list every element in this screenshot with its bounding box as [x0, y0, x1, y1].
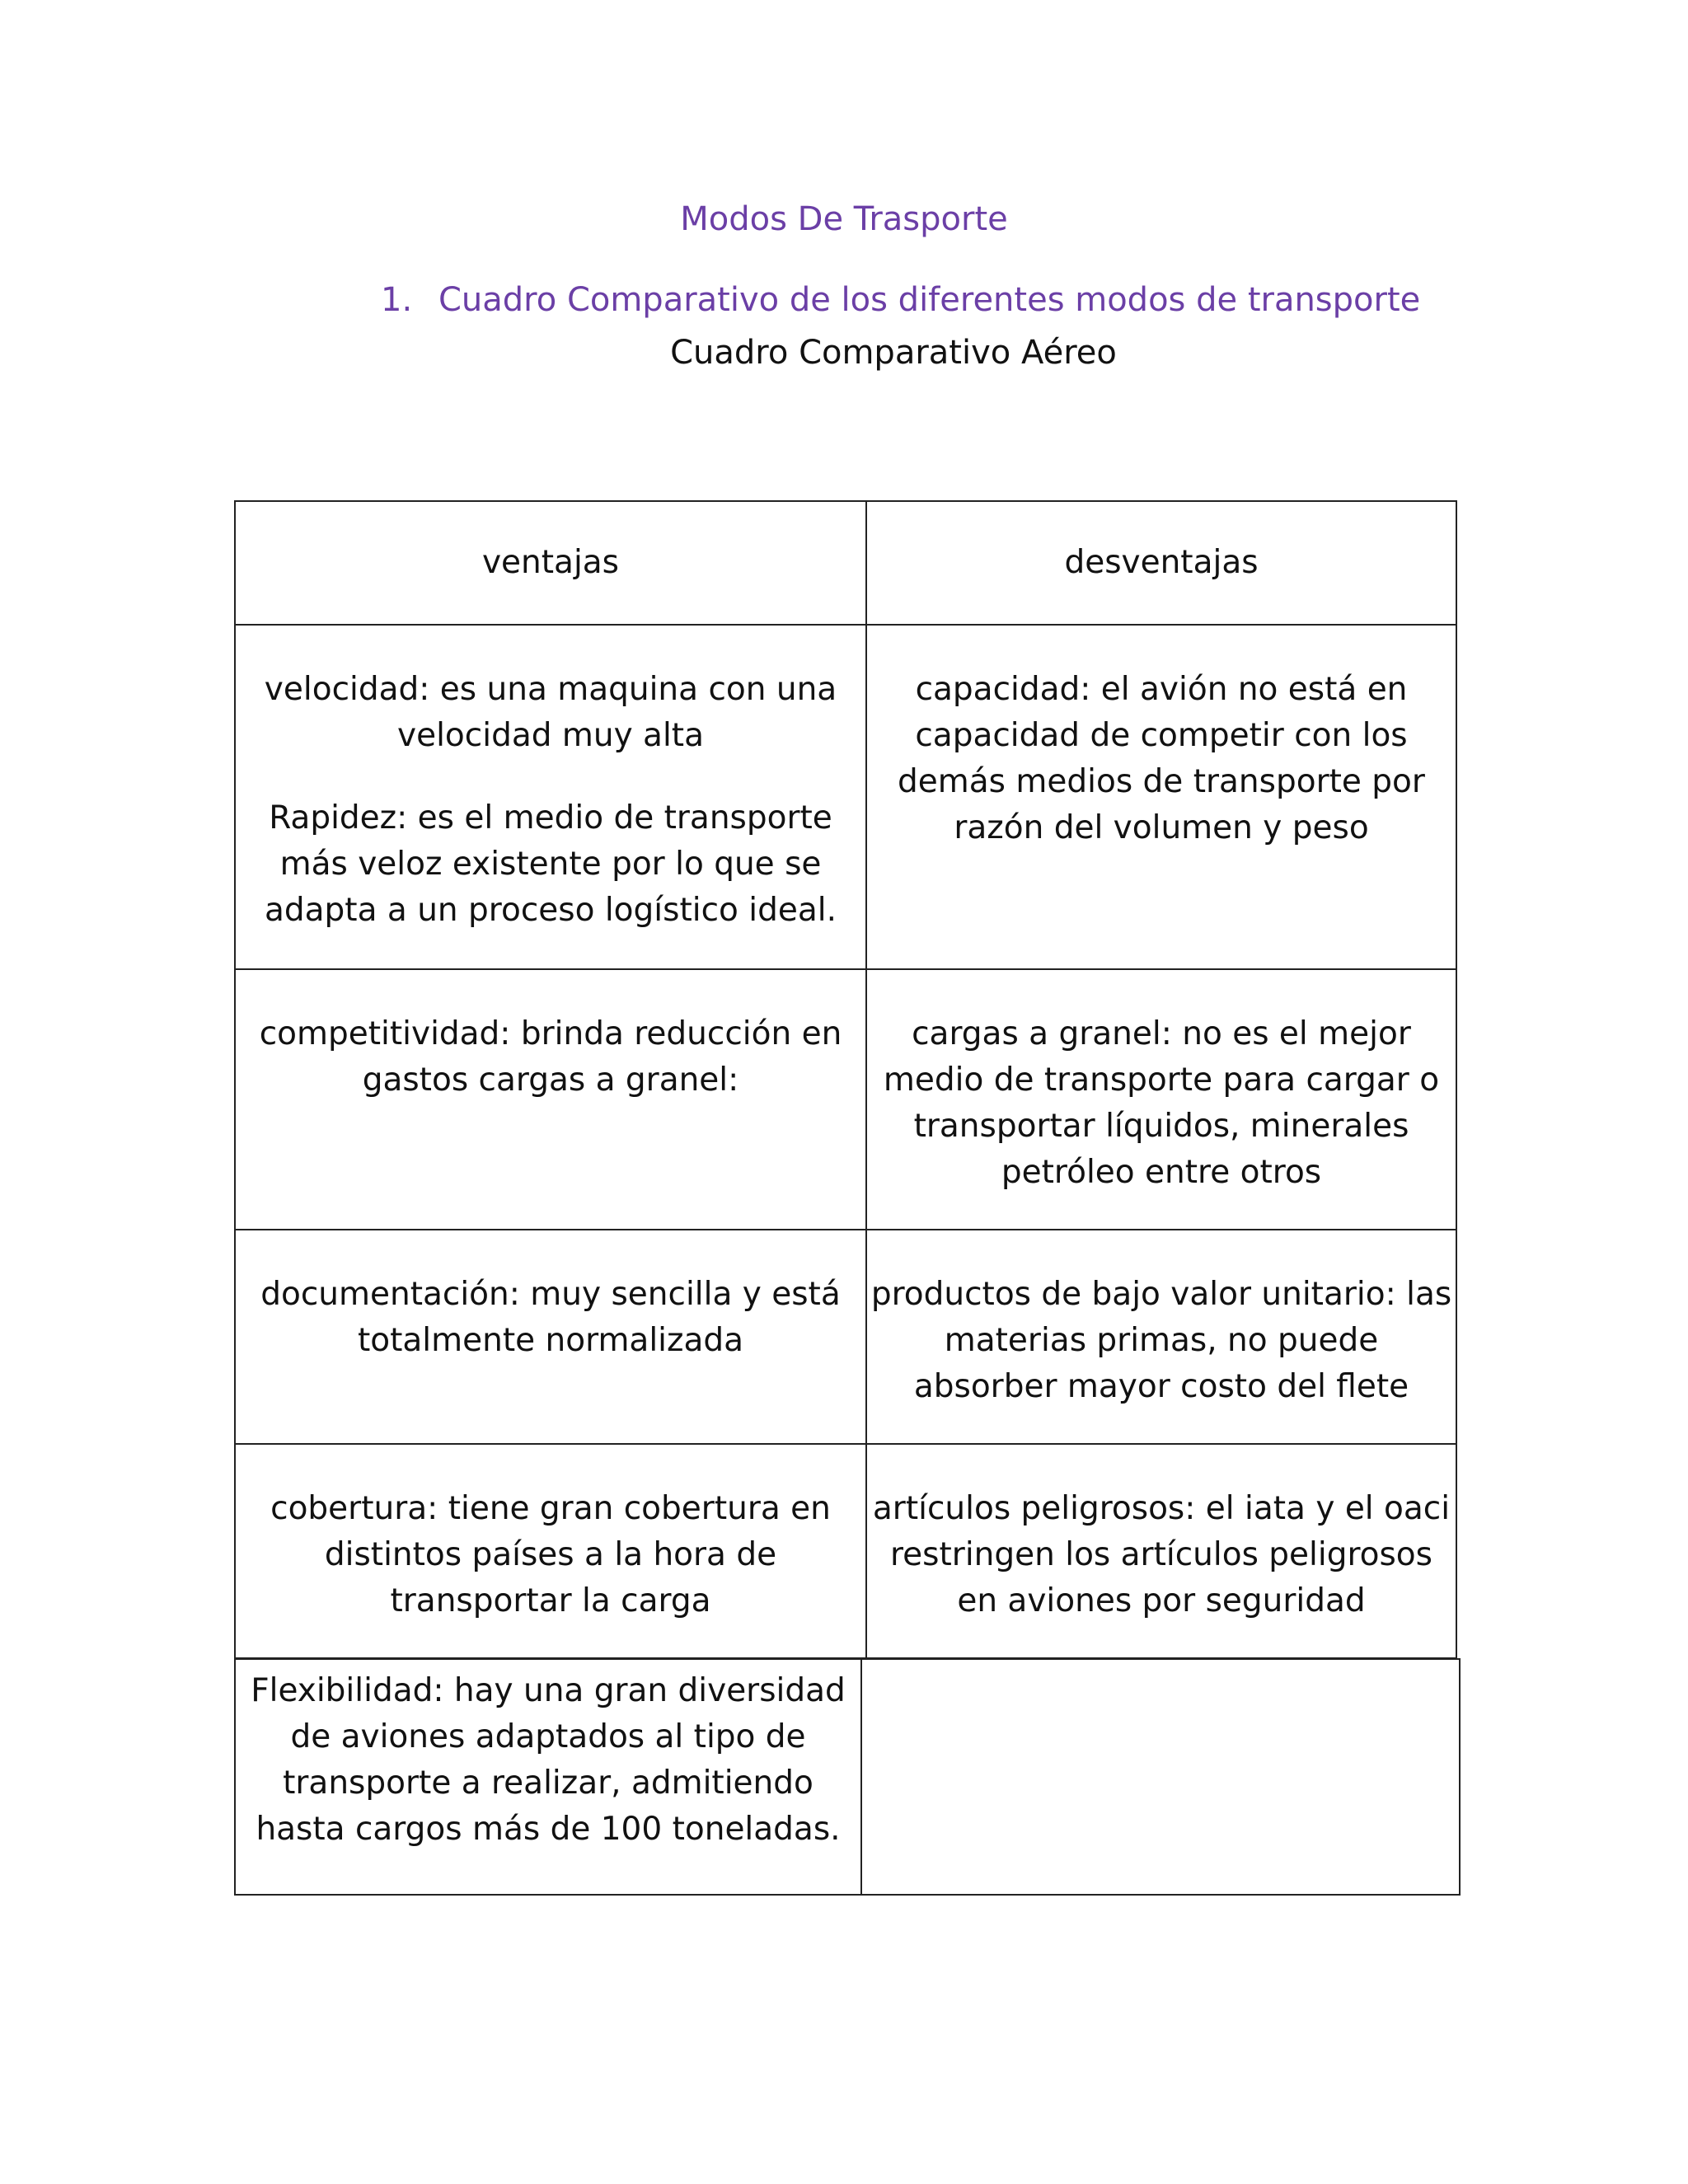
- disadvantage-cell: [866, 625, 1456, 969]
- section-heading-text: Cuadro Comparativo de los diferentes modos de transporte: [438, 281, 1421, 319]
- table-row: [235, 625, 1456, 969]
- advantage-cell: [235, 1230, 866, 1444]
- advantage-text: cobertura: tiene gran cobertura en distintos países a la hora de transportar la carga: [270, 1490, 831, 1619]
- table-header-row: [235, 501, 1456, 625]
- section-number: 1.: [381, 281, 413, 319]
- advantage-cell: [235, 1659, 861, 1895]
- table-subtitle: Cuadro Comparativo Aéreo: [670, 334, 1117, 372]
- disadvantage-cell: [866, 969, 1456, 1230]
- advantage-text: Flexibilidad: hay una gran diversidad de aviones adaptados al tipo de transporte a realizar, admitiendo hasta cargos más de 100 toneladas.: [251, 1672, 846, 1848]
- table-row: [235, 1444, 1456, 1658]
- disadvantage-text: capacidad: el avión no está en capacidad de competir con los demás medios de transporte por razón del volumen y peso: [898, 671, 1425, 846]
- comparison-table: [234, 500, 1457, 1659]
- table-row: [235, 1659, 1460, 1895]
- advantage-cell: [235, 625, 866, 969]
- header-desventajas: desventajas: [866, 501, 1456, 625]
- empty-cell: [861, 1659, 1460, 1895]
- advantage-cell: [235, 969, 866, 1230]
- table-row: [235, 969, 1456, 1230]
- advantage-cell: [235, 1444, 866, 1658]
- header-ventajas: ventajas: [235, 501, 866, 625]
- advantage-text: velocidad: es una maquina con una velocidad muy alta: [264, 671, 837, 754]
- document-title: Modos De Trasporte: [680, 200, 1008, 238]
- section-heading: [381, 277, 1420, 323]
- advantage-text: documentación: muy sencilla y está totalmente normalizada: [260, 1276, 841, 1359]
- table-row: [235, 1230, 1456, 1444]
- disadvantage-text: productos de bajo valor unitario: las materias primas, no puede absorber mayor costo del flete: [870, 1276, 1452, 1405]
- advantage-text: competitividad: brinda reducción en gastos cargas a granel:: [259, 1015, 842, 1099]
- advantage-text: Rapidez: es el medio de transporte más veloz existente por lo que se adapta a un proceso logístico ideal.: [265, 799, 837, 929]
- disadvantage-cell: [866, 1230, 1456, 1444]
- disadvantage-text: cargas a granel: no es el mejor medio de transporte para cargar o transportar líquidos, minerales petróleo entre otros: [883, 1015, 1440, 1191]
- disadvantage-text: artículos peligrosos: el iata y el oaci restringen los artículos peligrosos en aviones por seguridad: [872, 1490, 1451, 1619]
- disadvantage-cell: [866, 1444, 1456, 1658]
- comparison-table-continued: [234, 1658, 1461, 1896]
